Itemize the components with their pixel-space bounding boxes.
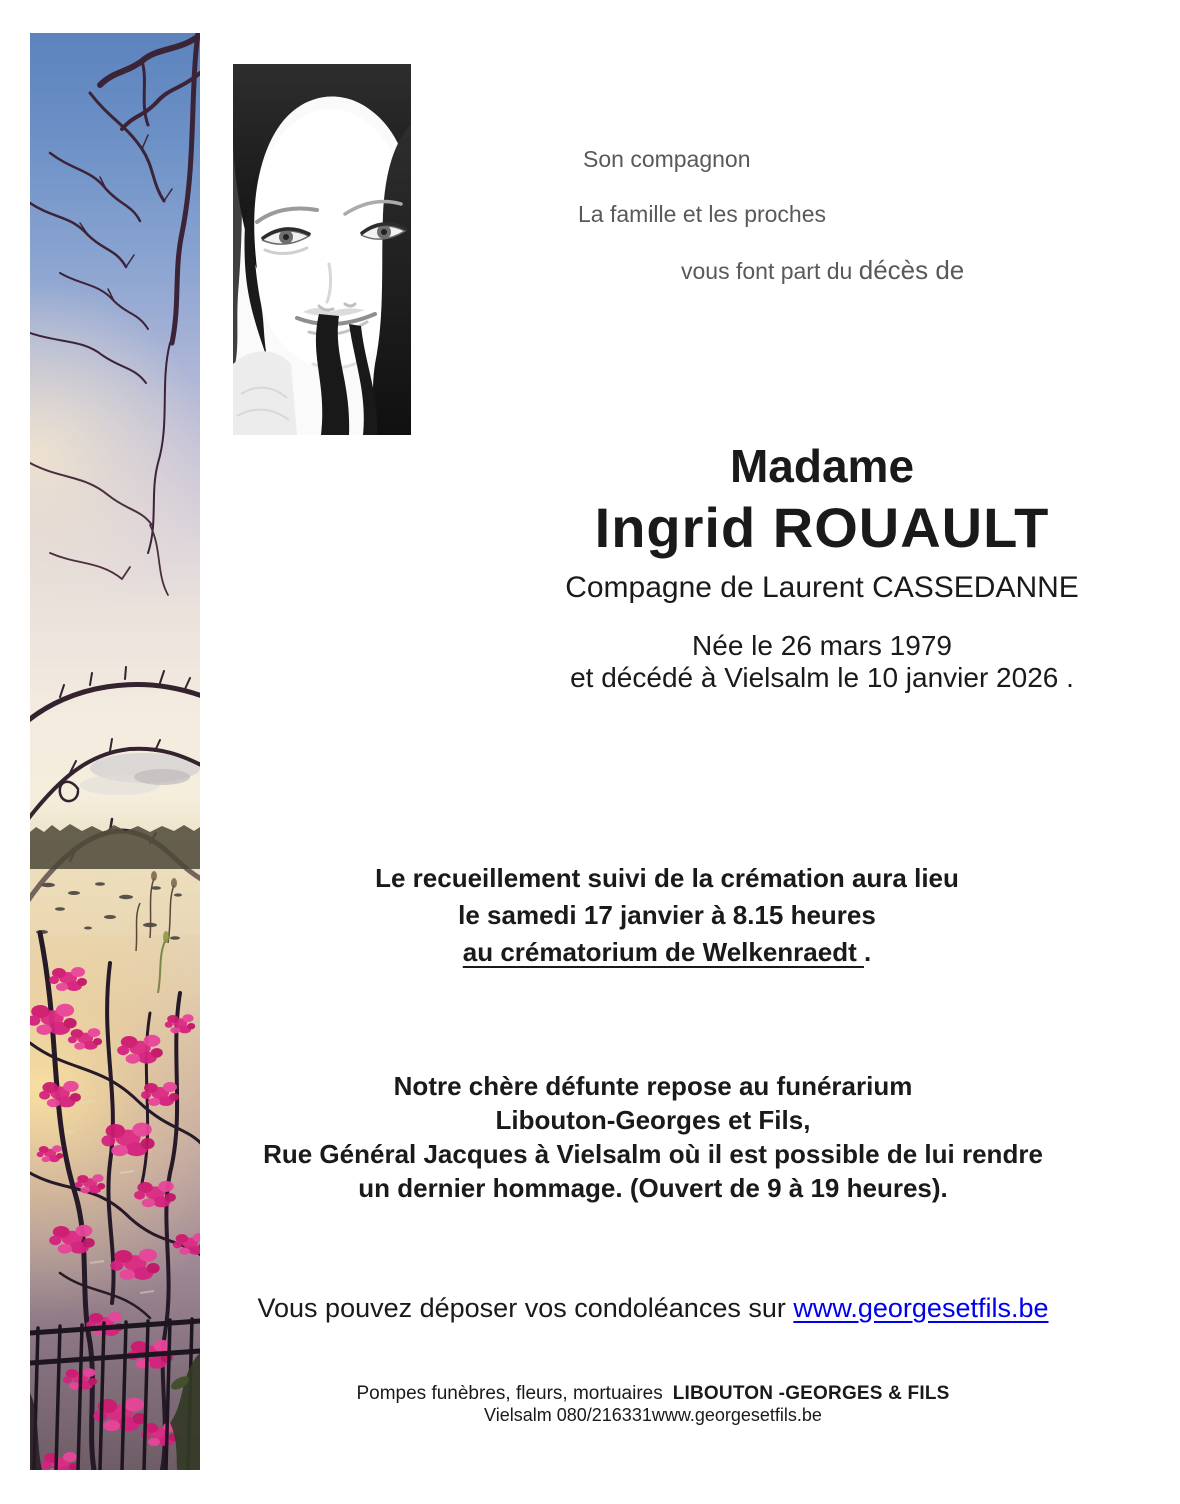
intro-line-3-emphasis: décès de (858, 255, 965, 285)
repose-line-4: un dernier hommage. (Ouvert de 9 à 19 heures). (358, 1173, 948, 1203)
condolences-text: Vous pouvez déposer vos condoléances sur (257, 1293, 794, 1323)
ceremony-line-2: le samedi 17 janvier à 8.15 heures (458, 900, 876, 930)
ceremony-line-1: Le recueillement suivi de la crémation aura lieu (375, 863, 959, 893)
intro-line-1: Son compagnon (583, 146, 751, 172)
footer-line-2: Vielsalm 080/216331www.georgesetfils.be (484, 1405, 822, 1425)
side-strip-graphic (30, 33, 200, 1470)
condolences-line (88, 1292, 1180, 1324)
intro-line-3 (681, 256, 964, 285)
repose-line-3: Rue Général Jacques à Vielsalm où il est possible de lui rendre (263, 1139, 1043, 1169)
footer-services: Pompes funèbres, fleurs, mortuaires (356, 1383, 663, 1404)
ceremony-location: au crématorium de Welkenraedt (462, 937, 864, 967)
portrait-photo (233, 64, 411, 435)
portrait-graphic (233, 64, 411, 435)
ceremony-block (154, 860, 1180, 971)
deceased-death: et décédé à Vielsalm le 10 janvier 2026 . (570, 662, 1074, 693)
condolences-link[interactable]: www.georgesetfils.be (793, 1293, 1049, 1323)
ceremony-line-3 (154, 934, 1180, 971)
deceased-name: Ingrid ROUAULT (594, 496, 1050, 559)
footer-company: LIBOUTON -GEORGES & FILS (672, 1383, 950, 1404)
intro-line-3-prefix: vous font part du (681, 258, 859, 284)
footer-line-1 (88, 1383, 1180, 1404)
side-photo-strip (30, 33, 200, 1470)
deceased-title: Madame (729, 440, 915, 492)
repose-block (88, 1069, 1180, 1205)
repose-line-1: Notre chère défunte repose au funérarium (393, 1071, 913, 1101)
repose-line-2: Libouton-Georges et Fils, (495, 1105, 811, 1135)
deceased-relation: Compagne de Laurent CASSEDANNE (565, 571, 1079, 604)
deceased-birth: Née le 26 mars 1979 (692, 630, 952, 661)
ceremony-line-3-period: . (863, 937, 872, 967)
intro-line-2: La famille et les proches (578, 201, 827, 227)
